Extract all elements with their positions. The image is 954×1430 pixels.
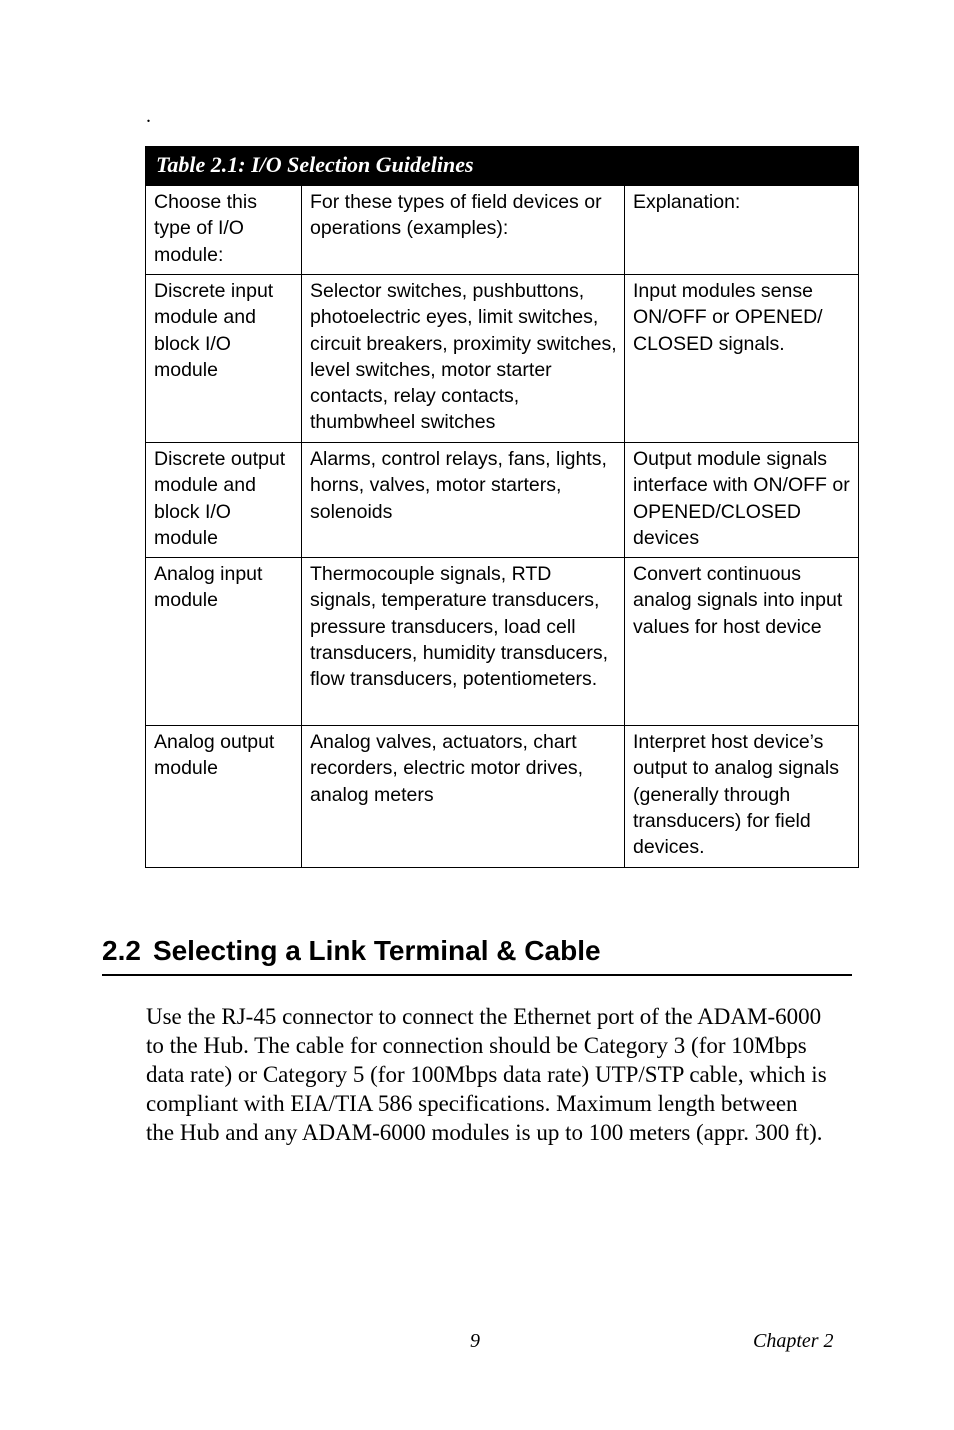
body-paragraph	[146, 1002, 858, 1147]
table-cell-devices: Thermocouple signals, RTD signals, temperature transducers, pressure transducers, load cell transducers, humidity transducers, flow transducers, potentiometers.	[302, 558, 625, 726]
chapter-label: Chapter 2	[753, 1330, 834, 1352]
io-selection-table	[145, 146, 859, 868]
header-cell-explanation: Explanation:	[625, 186, 859, 275]
table-cell-explanation: Interpret host device’s output to analog signals (generally through transducers) for field devices.	[625, 726, 859, 867]
table-cell-devices: Selector switches, pushbuttons, photoelectric eyes, limit switches, circuit breakers, proximity switches, level switches, motor starter contacts, relay contacts, thumbwheel switches	[302, 275, 625, 443]
table-header-row	[146, 186, 859, 275]
paragraph-line: to the Hub. The cable for connection should be Category 3 (for 10Mbps	[146, 1033, 807, 1058]
paragraph-line: data rate) or Category 5 (for 100Mbps data rate) UTP/STP cable, which is	[146, 1062, 827, 1087]
table-cell-explanation: Output module signals interface with ON/OFF or OPENED/CLOSED devices	[625, 443, 859, 558]
table-cell-devices: Alarms, control relays, fans, lights, horns, valves, motor starters, solenoids	[302, 443, 625, 558]
paragraph-line: compliant with EIA/TIA 586 specifications. Maximum length between	[146, 1091, 798, 1116]
page-number: 9	[470, 1330, 480, 1352]
table-row	[146, 558, 859, 726]
table-cell-module: Analog output module	[146, 726, 302, 867]
table-caption: Table 2.1: I/O Selection Guidelines	[145, 146, 859, 185]
section-title: Selecting a Link Terminal & Cable	[152, 935, 601, 966]
section-number: 2.2	[102, 935, 141, 966]
leading-mark: .	[146, 105, 151, 127]
section-heading	[102, 932, 852, 976]
table-cell-explanation: Convert continuous analog signals into input values for host device	[625, 558, 859, 726]
paragraph-line: Use the RJ-45 connector to connect the Ethernet port of the ADAM-6000	[146, 1004, 822, 1029]
table-row	[146, 275, 859, 443]
table-row	[146, 726, 859, 867]
header-cell-module-type: Choose this type of I/O module:	[146, 186, 302, 275]
table-cell-module: Discrete output module and block I/O module	[146, 443, 302, 558]
table-row	[146, 443, 859, 558]
paragraph-line: the Hub and any ADAM-6000 modules is up to 100 meters (appr. 300 ft).	[146, 1120, 823, 1145]
table-cell-module: Discrete input module and block I/O module	[146, 275, 302, 443]
table-cell-module: Analog input module	[146, 558, 302, 726]
table-cell-explanation: Input modules sense ON/OFF or OPENED/ CLOSED signals.	[625, 275, 859, 443]
table-cell-devices: Analog valves, actuators, chart recorders, electric motor drives, analog meters	[302, 726, 625, 867]
header-cell-field-devices: For these types of field devices or operations (examples):	[302, 186, 625, 275]
